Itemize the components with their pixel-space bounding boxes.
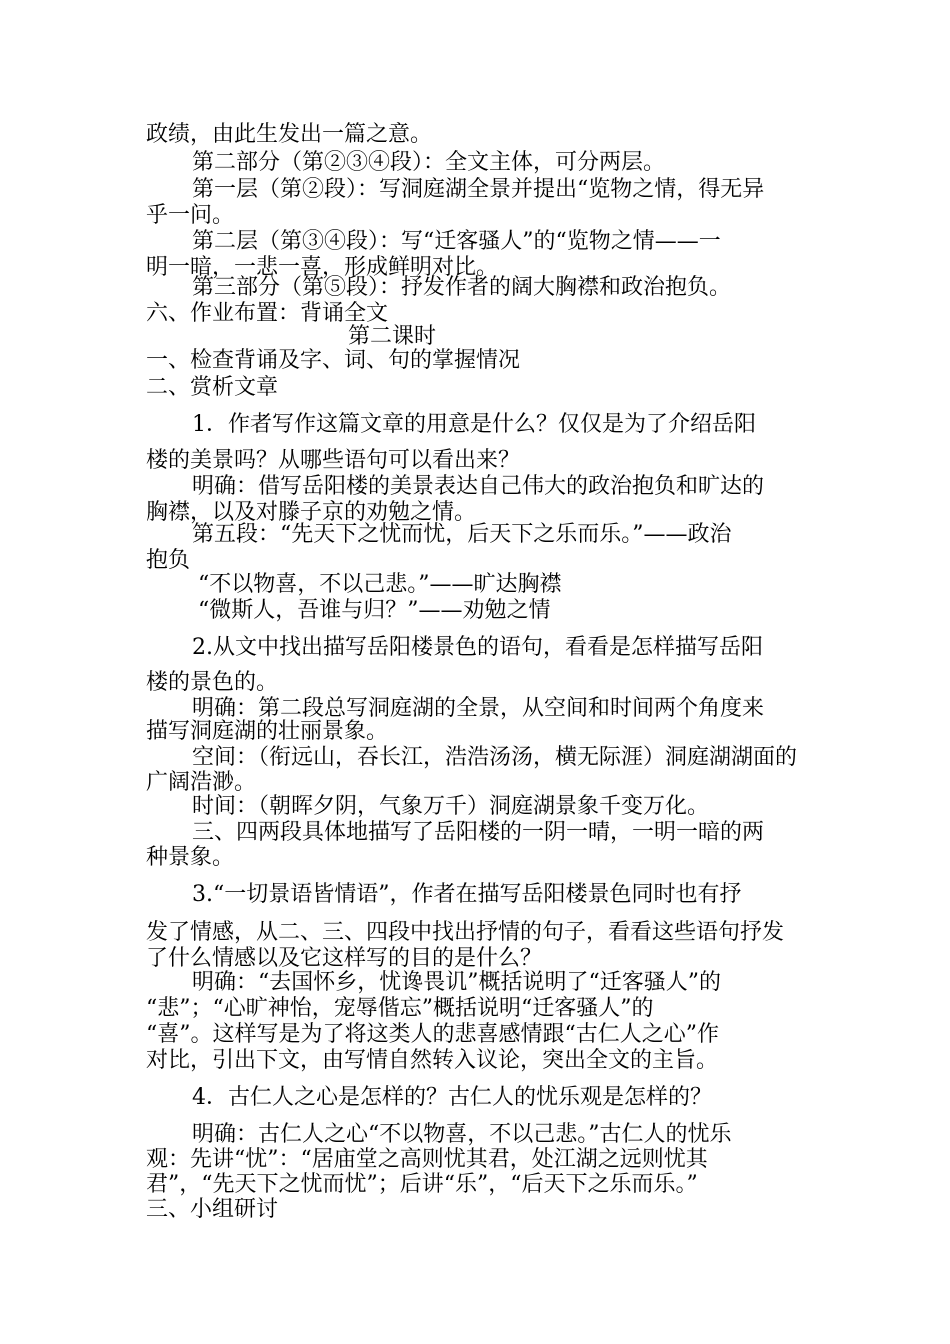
text-line: 抱负	[146, 548, 191, 573]
text-line: 发了情感，从二、三、四段中找出抒情的句子，看看这些语句抒发	[146, 920, 785, 945]
text-line: 对比，引出下文，由写情自然转入议论，突出全文的主旨。	[146, 1048, 719, 1073]
text-line: 明一暗，一悲一喜，形成鲜明对比。	[146, 255, 499, 280]
text-line: 时间：（朝晖夕阴，气象万千）洞庭湖景象千变万化。	[192, 794, 710, 819]
answer-line: 明确：第二段总写洞庭湖的全景，从空间和时间两个角度来	[192, 696, 765, 721]
text-line: 第二层（第③④段）：写“迁客骚人”的“览物之情——一	[192, 229, 721, 254]
text-line: 三、四两段具体地描写了岳阳楼的一阴一晴，一明一暗的两	[192, 820, 765, 845]
text-line: “微斯人，吾谁与归？”——劝勉之情	[198, 598, 551, 623]
text-line: 第一层（第②段）：写洞庭湖全景并提出“览物之情，得无异	[192, 177, 765, 202]
text-line: 第五段：“先天下之忧而忧，后天下之乐而乐。”——政治	[192, 522, 732, 547]
text-line: 楼的景色的。	[146, 670, 279, 695]
question-line: 3.“一切景语皆情语”，作者在描写岳阳楼景色同时也有抒	[192, 882, 742, 907]
lesson-title: 第二课时	[348, 324, 437, 349]
section-heading: 六、作业布置：背诵全文	[146, 301, 389, 326]
text-line: 空间：（衔远山，吞长江，浩浩汤汤，横无际涯）洞庭湖湖面的	[192, 745, 798, 770]
text-line: 乎一问。	[146, 203, 235, 228]
text-line: 第三部分（第⑤段）：抒发作者的阔大胸襟和政治抱负。	[192, 275, 732, 300]
text-line: 第二部分（第②③④段）：全文主体，可分两层。	[192, 150, 666, 175]
section-heading: 三、小组研讨	[146, 1197, 279, 1222]
text-line: 君”，“先天下之忧而忧”；后讲“乐”，“后天下之乐而乐。”	[146, 1172, 698, 1197]
text-line: 观：先讲“忧”：“居庙堂之高则忧其君，处江湖之远则忧其	[146, 1147, 708, 1172]
text-line: 广阔浩渺。	[146, 770, 257, 795]
section-heading: 一、检查背诵及字、词、句的掌握情况	[146, 348, 521, 373]
text-line: 种景象。	[146, 845, 235, 870]
answer-line: 明确：古仁人之心“不以物喜，不以己悲。”古仁人的忧乐	[192, 1122, 732, 1147]
text-line: 胸襟，以及对滕子京的劝勉之情。	[146, 500, 477, 525]
question-line: 4．古仁人之心是怎样的？古仁人的忧乐观是怎样的？	[192, 1085, 712, 1110]
text-line: 描写洞庭湖的壮丽景象。	[146, 719, 389, 744]
answer-line: 明确：“去国怀乡，忧谗畏讥”概括说明了“迁客骚人”的	[192, 970, 721, 995]
text-line: “喜”。这样写是为了将这类人的悲喜感情跟“古仁人之心”作	[146, 1022, 719, 1047]
text-line: 楼的美景吗？从哪些语句可以看出来？	[146, 448, 521, 473]
question-line: 2.从文中找出描写岳阳楼景色的语句，看看是怎样描写岳阳	[192, 635, 763, 660]
section-heading: 二、赏析文章	[146, 375, 279, 400]
text-line: 了什么情感以及它这样写的目的是什么？	[146, 946, 543, 971]
question-line: 1．作者写作这篇文章的用意是什么？仅仅是为了介绍岳阳	[192, 412, 756, 437]
text-line: 政绩，由此生发出一篇之意。	[146, 122, 433, 147]
text-line: “悲”；“心旷神怡，宠辱偕忘”概括说明“迁客骚人”的	[146, 996, 654, 1021]
text-line: “不以物喜，不以己悲。”——旷达胸襟	[198, 572, 562, 597]
answer-line: 明确：借写岳阳楼的美景表达自己伟大的政治抱负和旷达的	[192, 474, 765, 499]
